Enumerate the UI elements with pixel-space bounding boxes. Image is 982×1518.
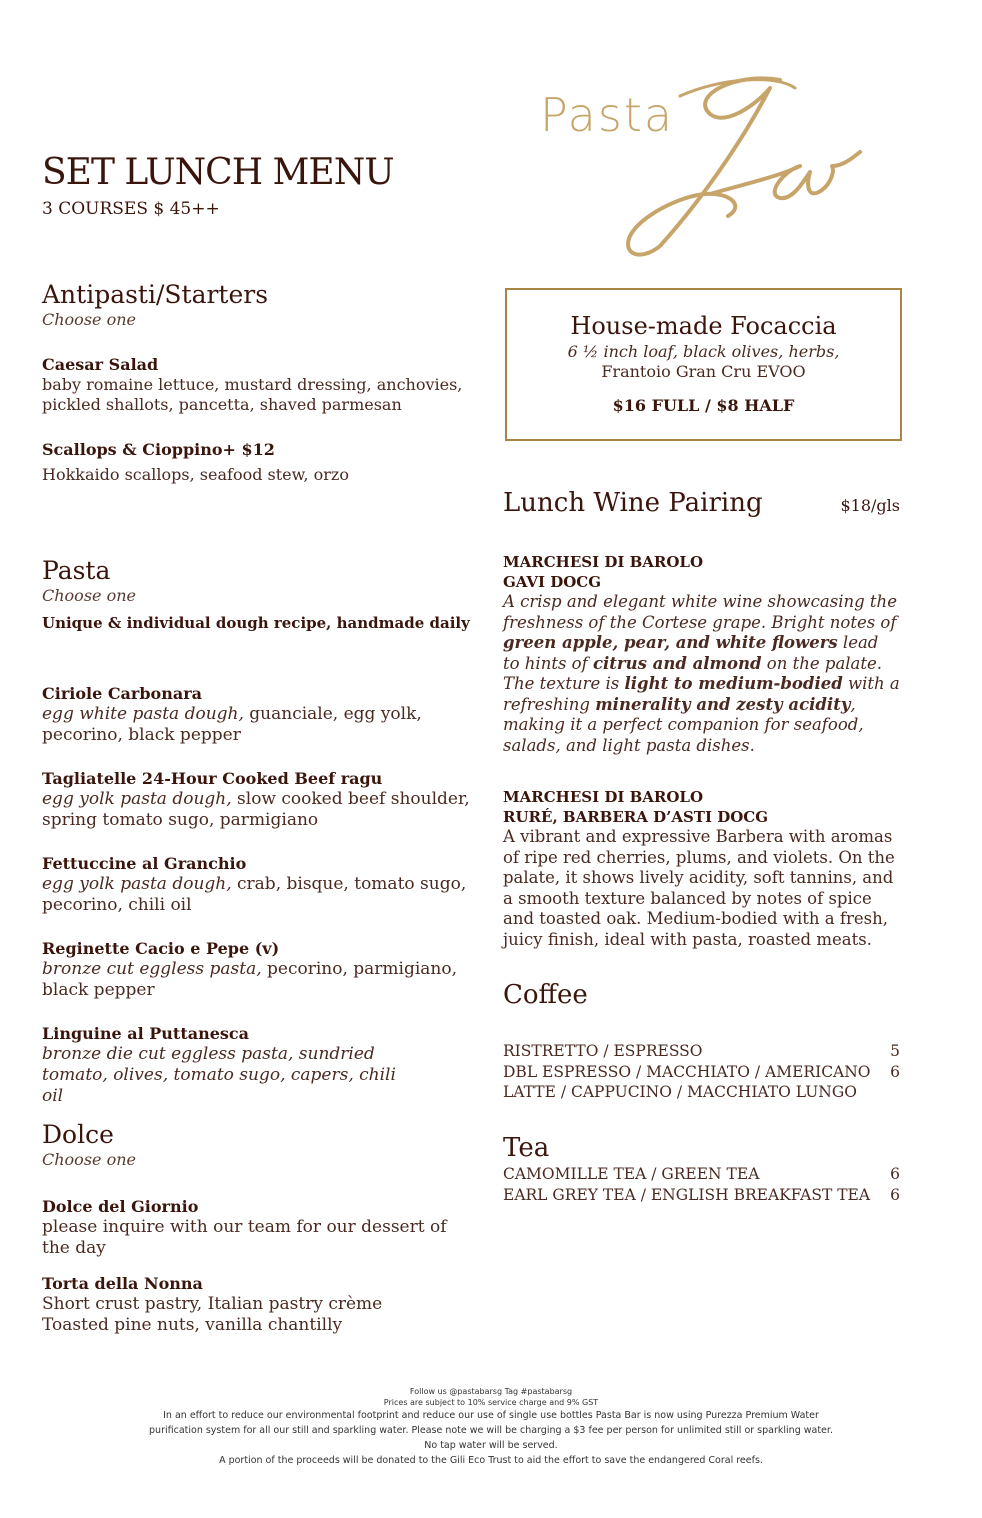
focaccia-title: House-made Focaccia <box>570 312 837 340</box>
dolce-choose: Choose one <box>42 1150 136 1169</box>
tea-section <box>503 1133 900 1163</box>
pasta-title: Pasta <box>42 556 111 585</box>
footer-donation: A portion of the proceeds will be donated to the Gili Eco Trust to aid the effort to save the endangered Coral reefs. <box>219 1455 763 1466</box>
dish-desc-line: Short crust pastry, Italian pastry crème <box>42 1294 383 1314</box>
dish-dolce-giornio <box>42 1196 472 1259</box>
coffee-title: Coffee <box>503 980 588 1010</box>
wine-pairing-price: $18/gls <box>840 496 900 515</box>
dish-desc: bronze cut eggless pasta, pecorino, parmigiano, black pepper <box>42 959 458 1000</box>
dish-desc: baby romaine lettuce, mustard dressing, anchovies, pickled shallots, pancetta, shaved parmesan <box>42 375 463 414</box>
dish-linguine <box>42 1023 472 1107</box>
dish-name: Fettuccine al Granchio <box>42 854 247 873</box>
dish-desc: bronze die cut eggless pasta, sundried tomato, olives, tomato sugo, capers, chili oil <box>42 1044 396 1106</box>
dish-name: Ciriole Carbonara <box>42 684 203 703</box>
logo-word-pasta: Pasta <box>540 88 675 142</box>
pasta-note: Unique & individual dough recipe, handmade daily <box>42 614 470 632</box>
dish-desc: egg white pasta dough, guanciale, egg yolk, pecorino, black pepper <box>42 704 422 745</box>
tea-title: Tea <box>503 1133 550 1163</box>
dolce-title: Dolce <box>42 1120 114 1149</box>
dish-name: Tagliatelle 24-Hour Cooked Beef ragu <box>42 769 383 788</box>
dish-desc-line: Toasted pine nuts, vanilla chantilly <box>42 1315 343 1335</box>
antipasti-title: Antipasti/Starters <box>42 280 269 309</box>
footer-charges: Prices are subject to 10% service charge and 9% GST <box>383 1398 599 1407</box>
coffee-item: DBL ESPRESSO / MACCHIATO / AMERICANO 6 <box>503 1062 900 1081</box>
wine-desc: A crisp and elegant white wine showcasing the freshness of the Cortese grape. Bright notes of green apple, pear, and white flowers lead to hints of citrus and almond on the palate. The texture is light to medium-bodied with a refreshing minerality and zesty acidity, making it a perfect companion for seafood, salads, and light pasta dishes. <box>503 592 900 755</box>
dish-caesar-salad <box>42 354 472 415</box>
dish-carbonara <box>42 683 472 746</box>
wine-pairing-header <box>503 488 900 518</box>
wine-gavi <box>503 552 900 756</box>
pasta-choose: Choose one <box>42 586 136 605</box>
focaccia-desc-line2: Frantoio Gran Cru EVOO <box>601 362 806 381</box>
wine-desc: A vibrant and expressive Barbera with aromas of ripe red cherries, plums, and violets. On the palate, it shows lively acidity, soft tannins, and a smooth texture balanced by notes of spice and toasted oak. Medium-bodied with a fresh, juicy finish, ideal with pasta, roasted meats. <box>503 827 895 949</box>
footer-social: Follow us @pastabarsg Tag #pastabarsg <box>409 1387 573 1396</box>
footer-water-note-3: No tap water will be served. <box>424 1440 558 1451</box>
dish-name: Scallops & Cioppino+ $12 <box>42 440 275 459</box>
tea-item: EARL GREY TEA / ENGLISH BREAKFAST TEA 6 <box>503 1185 900 1204</box>
focaccia-desc-line1: 6 ½ inch loaf, black olives, herbs, <box>567 342 840 361</box>
dish-name: Torta della Nonna <box>42 1274 203 1293</box>
focaccia-price: $16 FULL / $8 HALF <box>612 396 795 415</box>
dish-desc: Hokkaido scallops, seafood stew, orzo <box>42 465 349 484</box>
dish-scallops <box>42 439 472 485</box>
antipasti-choose: Choose one <box>42 310 136 329</box>
dish-torta-nonna <box>42 1273 472 1336</box>
page-title: SET LUNCH MENU <box>42 152 394 193</box>
dish-desc: please inquire with our team for our dessert of the day <box>42 1217 447 1258</box>
page-subtitle: 3 COURSES $ 45++ <box>42 199 220 219</box>
wine-barbera <box>503 787 900 950</box>
coffee-section <box>503 980 900 1010</box>
dish-name: Linguine al Puttanesca <box>42 1024 249 1043</box>
dish-name: Dolce del Giornio <box>42 1197 199 1216</box>
dish-desc: egg yolk pasta dough, slow cooked beef shoulder, spring tomato sugo, parmigiano <box>42 789 470 830</box>
wine-pairing-title: Lunch Wine Pairing <box>503 488 763 518</box>
tea-item: CAMOMILLE TEA / GREEN TEA 6 <box>503 1165 900 1183</box>
coffee-list <box>503 1041 900 1103</box>
dish-reginette <box>42 938 472 1001</box>
antipasti-section <box>42 280 472 330</box>
dish-name: Caesar Salad <box>42 355 159 374</box>
dish-name: Reginette Cacio e Pepe (v) <box>42 939 280 958</box>
footer-water-note-1: In an effort to reduce our environmental footprint and reduce our use of single use bottles Pasta Bar is now using Purezza Premium Water <box>163 1410 819 1421</box>
dish-tagliatelle <box>42 768 472 831</box>
wine-name: GAVI DOCG <box>503 573 602 591</box>
pasta-section <box>42 556 472 632</box>
coffee-item: RISTRETTO / ESPRESSO 5 <box>503 1042 900 1060</box>
wine-name: RURÉ, BARBERA D’ASTI DOCG <box>503 808 769 826</box>
coffee-item: LATTE / CAPPUCINO / MACCHIATO LUNGO <box>503 1083 857 1101</box>
logo-script-bar <box>530 66 870 266</box>
dish-fettuccine <box>42 853 472 916</box>
footer <box>0 1386 982 1468</box>
pasta-bar-logo <box>530 66 870 266</box>
dish-desc: egg yolk pasta dough, crab, bisque, tomato sugo, pecorino, chili oil <box>42 874 467 915</box>
wine-producer: MARCHESI DI BAROLO <box>503 553 704 571</box>
dolce-section <box>42 1120 472 1170</box>
footer-water-note-2: purification system for all our still and sparkling water. Please note we will be charging a $3 fee per person for unlimited still or sparkling water. <box>149 1425 833 1436</box>
focaccia-box <box>505 288 902 441</box>
wine-producer: MARCHESI DI BAROLO <box>503 788 704 806</box>
tea-list <box>503 1164 900 1205</box>
